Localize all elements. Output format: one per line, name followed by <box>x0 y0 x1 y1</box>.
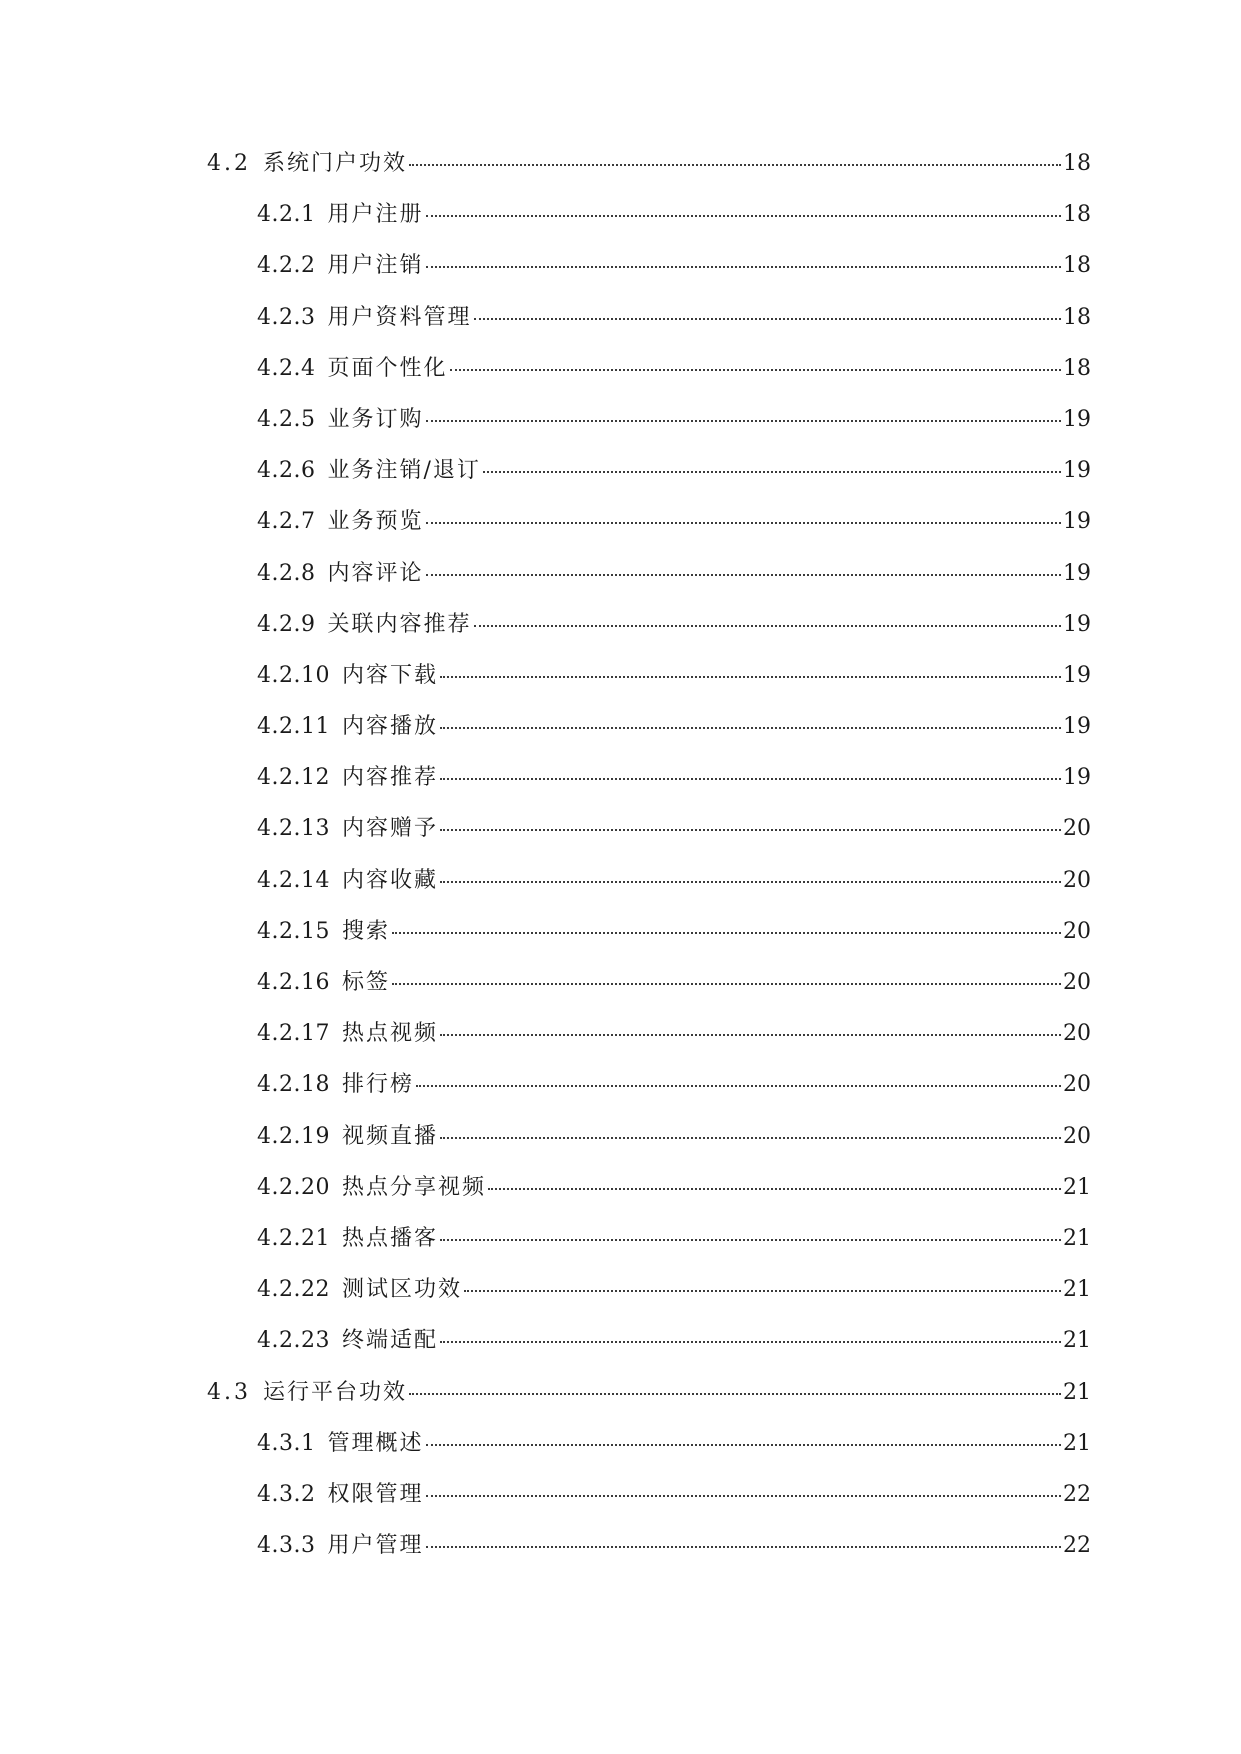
toc-entry-title: 管理概述 <box>327 1430 424 1456</box>
toc-dot-leader <box>426 1546 1062 1548</box>
toc-entry-page-number: 22 <box>1063 1481 1091 1507</box>
toc-entry-page-number: 18 <box>1063 202 1091 228</box>
toc-entry-line <box>257 1124 1091 1150</box>
toc-entry-page-number: 20 <box>1063 816 1091 842</box>
table-of-contents <box>0 151 1241 1584</box>
toc-entry-page-number: 19 <box>1063 406 1091 432</box>
toc-dot-leader <box>474 318 1062 320</box>
toc-entry-title: 终端适配 <box>341 1328 438 1354</box>
toc-entry-title: 内容下载 <box>341 662 438 688</box>
toc-entry-line <box>257 1533 1091 1559</box>
toc-entry-number: 4.3 <box>207 1379 251 1405</box>
toc-entry-page-number: 20 <box>1063 918 1091 944</box>
toc-entry-number: 4.2.10 <box>257 662 330 688</box>
toc-subsection-entry[interactable] <box>0 816 1241 867</box>
toc-subsection-entry[interactable] <box>0 919 1241 970</box>
toc-entry-title: 业务预览 <box>327 509 424 535</box>
toc-entry-line <box>257 407 1091 433</box>
toc-entry-title: 内容推荐 <box>341 765 438 791</box>
toc-entry-page-number: 21 <box>1063 1328 1091 1354</box>
toc-entry-number: 4.2.15 <box>257 918 330 944</box>
toc-dot-leader <box>450 369 1062 371</box>
toc-subsection-entry[interactable] <box>0 407 1241 458</box>
toc-entry-number: 4.2.16 <box>257 970 330 995</box>
toc-entry-page-number: 19 <box>1063 714 1091 740</box>
toc-subsection-entry[interactable] <box>0 663 1241 714</box>
toc-entry-number: 4.2.17 <box>257 1021 330 1047</box>
toc-dot-leader <box>416 1085 1061 1087</box>
toc-dot-leader <box>440 1034 1061 1036</box>
toc-dot-leader <box>440 1137 1061 1139</box>
toc-entry-page-number: 19 <box>1063 458 1091 484</box>
toc-entry-line <box>257 1072 1091 1098</box>
toc-dot-leader <box>426 266 1062 268</box>
toc-entry-number: 4.2.6 <box>257 458 316 484</box>
toc-entry-title: 内容播放 <box>341 714 438 740</box>
toc-subsection-entry[interactable] <box>0 1533 1241 1584</box>
toc-dot-leader <box>409 1393 1061 1395</box>
toc-entry-title: 用户管理 <box>327 1533 424 1559</box>
toc-entry-title: 权限管理 <box>327 1481 424 1507</box>
toc-entry-page-number: 19 <box>1063 560 1091 586</box>
toc-entry-page-number: 18 <box>1063 304 1091 330</box>
toc-entry-line <box>257 663 1091 689</box>
toc-subsection-entry[interactable] <box>0 1072 1241 1123</box>
toc-entry-line <box>257 970 1091 996</box>
toc-subsection-entry[interactable] <box>0 458 1241 509</box>
toc-dot-leader <box>440 829 1061 831</box>
toc-entry-line <box>257 765 1091 791</box>
toc-subsection-entry[interactable] <box>0 561 1241 612</box>
toc-entry-page-number: 19 <box>1063 611 1091 637</box>
toc-entry-number: 4.2.12 <box>257 765 330 791</box>
toc-entry-title: 热点视频 <box>341 1021 438 1047</box>
toc-entry-number: 4.2.8 <box>257 560 316 586</box>
toc-entry-number: 4.2.11 <box>257 714 330 740</box>
toc-subsection-entry[interactable] <box>0 1328 1241 1379</box>
toc-subsection-entry[interactable] <box>0 253 1241 304</box>
toc-dot-leader <box>483 471 1061 473</box>
toc-entry-number: 4.3.2 <box>257 1481 316 1507</box>
toc-dot-leader <box>426 215 1062 217</box>
toc-entry-page-number: 18 <box>1063 253 1091 279</box>
toc-entry-page-number: 21 <box>1063 1430 1091 1456</box>
toc-entry-title: 系统门户功效 <box>263 151 408 176</box>
toc-entry-page-number: 20 <box>1063 867 1091 893</box>
toc-entry-number: 4.2.1 <box>257 202 316 228</box>
toc-entry-line <box>257 612 1091 638</box>
toc-entry-title: 内容收藏 <box>341 867 438 893</box>
toc-entry-line <box>257 458 1091 484</box>
toc-subsection-entry[interactable] <box>0 714 1241 765</box>
toc-entry-title: 视频直播 <box>341 1123 438 1149</box>
toc-entry-number: 4.2.4 <box>257 355 316 381</box>
toc-dot-leader <box>392 932 1061 934</box>
toc-entry-title: 用户资料管理 <box>327 304 472 330</box>
toc-entry-line <box>257 253 1091 279</box>
toc-entry-number: 4.3.3 <box>257 1533 316 1559</box>
toc-entry-number: 4.2.13 <box>257 816 330 842</box>
toc-entry-line <box>257 868 1091 894</box>
toc-dot-leader <box>440 1341 1061 1343</box>
toc-subsection-entry[interactable] <box>0 202 1241 253</box>
toc-entry-title: 用户注销 <box>327 253 424 279</box>
toc-subsection-entry[interactable] <box>0 305 1241 356</box>
toc-entry-number: 4.2.5 <box>257 406 316 432</box>
toc-subsection-entry[interactable] <box>0 970 1241 1021</box>
toc-subsection-entry[interactable] <box>0 1431 1241 1482</box>
toc-subsection-entry[interactable] <box>0 1175 1241 1226</box>
toc-entry-line <box>257 1431 1091 1457</box>
toc-entry-line <box>257 356 1091 382</box>
toc-entry-number: 4.2.22 <box>257 1277 330 1303</box>
toc-entry-page-number: 19 <box>1063 509 1091 535</box>
toc-entry-line <box>257 1482 1091 1508</box>
toc-dot-leader <box>440 778 1061 780</box>
toc-dot-leader <box>426 574 1062 576</box>
toc-dot-leader <box>392 983 1061 985</box>
toc-entry-line <box>257 1277 1091 1303</box>
toc-entry-line <box>257 714 1091 740</box>
toc-entry-page-number: 20 <box>1063 1123 1091 1149</box>
toc-entry-number: 4.2.18 <box>257 1072 330 1098</box>
toc-entry-line <box>257 561 1091 587</box>
toc-entry-title: 测试区功效 <box>341 1277 462 1303</box>
toc-dot-leader <box>464 1290 1061 1292</box>
toc-entry-page-number: 18 <box>1063 151 1091 176</box>
toc-entry-number: 4.2.14 <box>257 867 330 893</box>
toc-dot-leader <box>440 676 1061 678</box>
toc-entry-page-number: 21 <box>1063 1379 1091 1405</box>
toc-entry-title: 业务订购 <box>327 406 424 432</box>
toc-subsection-entry[interactable] <box>0 765 1241 816</box>
toc-section-entry[interactable] <box>0 1380 1241 1431</box>
toc-dot-leader <box>440 727 1061 729</box>
toc-dot-leader <box>440 881 1061 883</box>
toc-entry-number: 4.2.7 <box>257 509 316 535</box>
toc-entry-line <box>257 1328 1091 1354</box>
toc-dot-leader <box>426 1444 1062 1446</box>
toc-subsection-entry[interactable] <box>0 868 1241 919</box>
toc-entry-page-number: 21 <box>1063 1225 1091 1251</box>
toc-dot-leader <box>488 1188 1061 1190</box>
toc-entry-page-number: 21 <box>1063 1174 1091 1200</box>
toc-entry-line <box>207 1380 1091 1406</box>
toc-dot-leader <box>474 625 1062 627</box>
toc-entry-page-number: 21 <box>1063 1277 1091 1303</box>
toc-entry-title: 业务注销/退订 <box>327 458 481 484</box>
toc-entry-title: 热点播客 <box>341 1225 438 1251</box>
toc-entry-title: 运行平台功效 <box>263 1379 408 1405</box>
toc-entry-page-number: 19 <box>1063 765 1091 791</box>
toc-entry-line <box>257 816 1091 842</box>
toc-entry-line <box>257 202 1091 228</box>
toc-section-entry[interactable] <box>0 151 1241 202</box>
toc-dot-leader <box>440 1239 1061 1241</box>
toc-entry-page-number: 19 <box>1063 662 1091 688</box>
toc-entry-line <box>257 509 1091 535</box>
toc-entry-number: 4.2 <box>207 151 251 176</box>
toc-entry-line <box>257 305 1091 331</box>
toc-entry-number: 4.2.2 <box>257 253 316 279</box>
toc-entry-line <box>257 919 1091 945</box>
toc-dot-leader <box>409 164 1061 166</box>
toc-entry-title: 内容赠予 <box>341 816 438 842</box>
toc-subsection-entry[interactable] <box>0 1277 1241 1328</box>
toc-dot-leader <box>426 1495 1062 1497</box>
toc-subsection-entry[interactable] <box>0 1021 1241 1072</box>
toc-entry-title: 内容评论 <box>327 560 424 586</box>
toc-entry-page-number: 20 <box>1063 970 1091 995</box>
toc-entry-number: 4.2.3 <box>257 304 316 330</box>
toc-subsection-entry[interactable] <box>0 1226 1241 1277</box>
toc-subsection-entry[interactable] <box>0 509 1241 560</box>
toc-entry-title: 页面个性化 <box>327 355 448 381</box>
toc-entry-page-number: 20 <box>1063 1072 1091 1098</box>
toc-subsection-entry[interactable] <box>0 356 1241 407</box>
toc-dot-leader <box>426 420 1062 422</box>
toc-dot-leader <box>426 522 1062 524</box>
toc-entry-title: 排行榜 <box>341 1072 414 1098</box>
toc-entry-page-number: 22 <box>1063 1533 1091 1559</box>
toc-entry-number: 4.2.23 <box>257 1328 330 1354</box>
toc-subsection-entry[interactable] <box>0 1482 1241 1533</box>
toc-entry-title: 用户注册 <box>327 202 424 228</box>
toc-subsection-entry[interactable] <box>0 612 1241 663</box>
toc-entry-number: 4.3.1 <box>257 1430 316 1456</box>
toc-entry-title: 搜索 <box>341 918 390 944</box>
toc-entry-line <box>257 1021 1091 1047</box>
toc-entry-line <box>207 151 1091 177</box>
toc-entry-number: 4.2.21 <box>257 1225 330 1251</box>
toc-subsection-entry[interactable] <box>0 1124 1241 1175</box>
toc-entry-number: 4.2.9 <box>257 611 316 637</box>
toc-entry-number: 4.2.20 <box>257 1174 330 1200</box>
toc-entry-line <box>257 1175 1091 1201</box>
toc-entry-line <box>257 1226 1091 1252</box>
toc-entry-number: 4.2.19 <box>257 1123 330 1149</box>
toc-entry-page-number: 20 <box>1063 1021 1091 1047</box>
toc-entry-title: 热点分享视频 <box>341 1174 486 1200</box>
toc-entry-page-number: 18 <box>1063 355 1091 381</box>
toc-entry-title: 标签 <box>341 970 390 995</box>
toc-entry-title: 关联内容推荐 <box>327 611 472 637</box>
